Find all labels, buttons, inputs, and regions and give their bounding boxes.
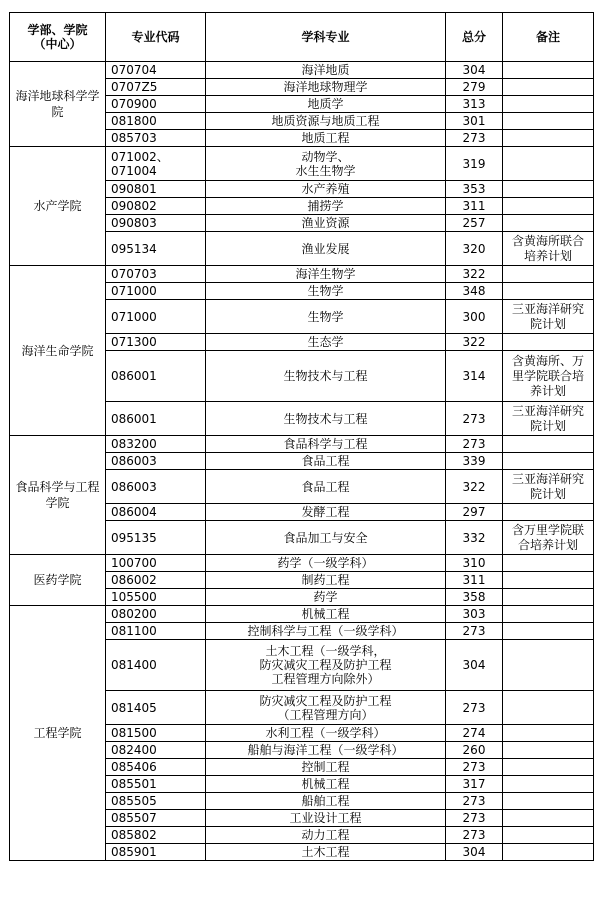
total-score-cell: 348 bbox=[446, 283, 503, 300]
major-name-cell: 工业设计工程 bbox=[206, 810, 446, 827]
total-score-cell: 358 bbox=[446, 589, 503, 606]
major-name-cell: 控制工程 bbox=[206, 759, 446, 776]
major-name-cell: 船舶与海洋工程（一级学科） bbox=[206, 742, 446, 759]
major-code-cell: 086001 bbox=[106, 402, 206, 436]
major-name-cell: 食品科学与工程 bbox=[206, 436, 446, 453]
remark-cell bbox=[503, 62, 594, 79]
major-code-cell: 081405 bbox=[106, 691, 206, 725]
major-name-cell: 制药工程 bbox=[206, 572, 446, 589]
remark-cell: 三亚海洋研究 院计划 bbox=[503, 470, 594, 504]
remark-cell bbox=[503, 759, 594, 776]
remark-cell bbox=[503, 793, 594, 810]
total-score-cell: 273 bbox=[446, 130, 503, 147]
major-name-cell: 地质工程 bbox=[206, 130, 446, 147]
major-name-cell: 生物学 bbox=[206, 300, 446, 334]
major-code-cell: 083200 bbox=[106, 436, 206, 453]
remark-cell bbox=[503, 725, 594, 742]
remark-cell bbox=[503, 266, 594, 283]
major-code-cell: 085406 bbox=[106, 759, 206, 776]
total-score-cell: 273 bbox=[446, 810, 503, 827]
major-code-cell: 085703 bbox=[106, 130, 206, 147]
remark-cell bbox=[503, 810, 594, 827]
major-name-cell: 水产养殖 bbox=[206, 181, 446, 198]
table-body bbox=[10, 62, 594, 861]
major-name-cell: 海洋地质 bbox=[206, 62, 446, 79]
total-score-cell: 274 bbox=[446, 725, 503, 742]
major-code-cell: 070900 bbox=[106, 96, 206, 113]
total-score-cell: 301 bbox=[446, 113, 503, 130]
total-score-cell: 279 bbox=[446, 79, 503, 96]
major-code-cell: 081500 bbox=[106, 725, 206, 742]
major-code-cell: 086001 bbox=[106, 351, 206, 402]
dept-cell: 食品科学与工程学院 bbox=[10, 436, 106, 555]
table-row bbox=[10, 266, 594, 283]
major-name-cell: 生物学 bbox=[206, 283, 446, 300]
major-code-cell: 095134 bbox=[106, 232, 206, 266]
total-score-cell: 273 bbox=[446, 759, 503, 776]
remark-cell bbox=[503, 555, 594, 572]
major-name-cell: 机械工程 bbox=[206, 606, 446, 623]
major-code-cell: 085901 bbox=[106, 844, 206, 861]
total-score-cell: 319 bbox=[446, 147, 503, 181]
major-code-cell: 086003 bbox=[106, 453, 206, 470]
major-code-cell: 090801 bbox=[106, 181, 206, 198]
remark-cell bbox=[503, 215, 594, 232]
header-major: 学科专业 bbox=[206, 13, 446, 62]
major-name-cell: 药学 bbox=[206, 589, 446, 606]
table-header-row bbox=[10, 13, 594, 62]
total-score-cell: 322 bbox=[446, 266, 503, 283]
major-name-cell: 动力工程 bbox=[206, 827, 446, 844]
major-name-cell: 生态学 bbox=[206, 334, 446, 351]
major-name-cell: 渔业发展 bbox=[206, 232, 446, 266]
major-name-cell: 控制科学与工程（一级学科） bbox=[206, 623, 446, 640]
major-name-cell: 捕捞学 bbox=[206, 198, 446, 215]
remark-cell bbox=[503, 691, 594, 725]
major-code-cell: 085507 bbox=[106, 810, 206, 827]
major-name-cell: 水利工程（一级学科） bbox=[206, 725, 446, 742]
header-dept: 学部、学院 （中心） bbox=[10, 13, 106, 62]
total-score-cell: 273 bbox=[446, 436, 503, 453]
total-score-cell: 297 bbox=[446, 504, 503, 521]
remark-cell bbox=[503, 589, 594, 606]
major-code-cell: 070704 bbox=[106, 62, 206, 79]
remark-cell bbox=[503, 742, 594, 759]
major-name-cell: 船舶工程 bbox=[206, 793, 446, 810]
remark-cell bbox=[503, 79, 594, 96]
header-score: 总分 bbox=[446, 13, 503, 62]
total-score-cell: 304 bbox=[446, 844, 503, 861]
major-name-cell: 生物技术与工程 bbox=[206, 402, 446, 436]
major-code-cell: 081100 bbox=[106, 623, 206, 640]
remark-cell bbox=[503, 453, 594, 470]
major-code-cell: 071300 bbox=[106, 334, 206, 351]
major-code-cell: 085802 bbox=[106, 827, 206, 844]
remark-cell bbox=[503, 640, 594, 691]
remark-cell bbox=[503, 181, 594, 198]
total-score-cell: 304 bbox=[446, 640, 503, 691]
total-score-cell: 322 bbox=[446, 470, 503, 504]
total-score-cell: 260 bbox=[446, 742, 503, 759]
score-table-container bbox=[9, 12, 594, 861]
total-score-cell: 353 bbox=[446, 181, 503, 198]
dept-cell: 水产学院 bbox=[10, 147, 106, 266]
total-score-cell: 273 bbox=[446, 827, 503, 844]
remark-cell: 含万里学院联 合培养计划 bbox=[503, 521, 594, 555]
major-code-cell: 082400 bbox=[106, 742, 206, 759]
total-score-cell: 257 bbox=[446, 215, 503, 232]
total-score-cell: 339 bbox=[446, 453, 503, 470]
major-code-cell: 100700 bbox=[106, 555, 206, 572]
major-name-cell: 地质资源与地质工程 bbox=[206, 113, 446, 130]
remark-cell bbox=[503, 147, 594, 181]
remark-cell bbox=[503, 334, 594, 351]
total-score-cell: 320 bbox=[446, 232, 503, 266]
major-name-cell: 药学（一级学科） bbox=[206, 555, 446, 572]
total-score-cell: 311 bbox=[446, 572, 503, 589]
remark-cell bbox=[503, 436, 594, 453]
remark-cell: 三亚海洋研究 院计划 bbox=[503, 402, 594, 436]
major-code-cell: 090803 bbox=[106, 215, 206, 232]
table-row bbox=[10, 62, 594, 79]
remark-cell bbox=[503, 96, 594, 113]
major-name-cell: 食品加工与安全 bbox=[206, 521, 446, 555]
major-code-cell: 0707Z5 bbox=[106, 79, 206, 96]
remark-cell: 含黄海所、万 里学院联合培 养计划 bbox=[503, 351, 594, 402]
major-name-cell: 渔业资源 bbox=[206, 215, 446, 232]
total-score-cell: 310 bbox=[446, 555, 503, 572]
major-code-cell: 105500 bbox=[106, 589, 206, 606]
major-code-cell: 071000 bbox=[106, 283, 206, 300]
table-row bbox=[10, 555, 594, 572]
major-name-cell: 机械工程 bbox=[206, 776, 446, 793]
dept-cell: 医药学院 bbox=[10, 555, 106, 606]
table-row bbox=[10, 436, 594, 453]
major-code-cell: 085505 bbox=[106, 793, 206, 810]
major-name-cell: 土木工程 bbox=[206, 844, 446, 861]
remark-cell: 含黄海所联合 培养计划 bbox=[503, 232, 594, 266]
major-name-cell: 食品工程 bbox=[206, 470, 446, 504]
total-score-cell: 273 bbox=[446, 793, 503, 810]
dept-cell: 海洋地球科学学院 bbox=[10, 62, 106, 147]
total-score-cell: 317 bbox=[446, 776, 503, 793]
major-code-cell: 081800 bbox=[106, 113, 206, 130]
remark-cell bbox=[503, 130, 594, 147]
total-score-cell: 300 bbox=[446, 300, 503, 334]
major-name-cell: 发酵工程 bbox=[206, 504, 446, 521]
major-code-cell: 095135 bbox=[106, 521, 206, 555]
header-code: 专业代码 bbox=[106, 13, 206, 62]
major-code-cell: 080200 bbox=[106, 606, 206, 623]
remark-cell bbox=[503, 606, 594, 623]
major-name-cell: 海洋地球物理学 bbox=[206, 79, 446, 96]
major-name-cell: 防灾减灾工程及防护工程 （工程管理方向） bbox=[206, 691, 446, 725]
remark-cell bbox=[503, 198, 594, 215]
total-score-cell: 303 bbox=[446, 606, 503, 623]
remark-cell bbox=[503, 776, 594, 793]
major-code-cell: 071000 bbox=[106, 300, 206, 334]
dept-cell: 海洋生命学院 bbox=[10, 266, 106, 436]
table-row bbox=[10, 147, 594, 181]
remark-cell bbox=[503, 572, 594, 589]
remark-cell bbox=[503, 113, 594, 130]
total-score-cell: 273 bbox=[446, 623, 503, 640]
total-score-cell: 304 bbox=[446, 62, 503, 79]
total-score-cell: 332 bbox=[446, 521, 503, 555]
remark-cell bbox=[503, 827, 594, 844]
total-score-cell: 273 bbox=[446, 402, 503, 436]
major-code-cell: 085501 bbox=[106, 776, 206, 793]
dept-cell: 工程学院 bbox=[10, 606, 106, 861]
table-row bbox=[10, 606, 594, 623]
total-score-cell: 322 bbox=[446, 334, 503, 351]
remark-cell bbox=[503, 844, 594, 861]
major-code-cell: 086002 bbox=[106, 572, 206, 589]
total-score-cell: 314 bbox=[446, 351, 503, 402]
remark-cell bbox=[503, 504, 594, 521]
major-code-cell: 090802 bbox=[106, 198, 206, 215]
major-code-cell: 086003 bbox=[106, 470, 206, 504]
major-name-cell: 地质学 bbox=[206, 96, 446, 113]
total-score-cell: 273 bbox=[446, 691, 503, 725]
major-name-cell: 生物技术与工程 bbox=[206, 351, 446, 402]
major-code-cell: 070703 bbox=[106, 266, 206, 283]
major-code-cell: 081400 bbox=[106, 640, 206, 691]
score-table bbox=[9, 12, 594, 861]
total-score-cell: 313 bbox=[446, 96, 503, 113]
major-name-cell: 土木工程（一级学科， 防灾减灾工程及防护工程 工程管理方向除外） bbox=[206, 640, 446, 691]
total-score-cell: 311 bbox=[446, 198, 503, 215]
header-note: 备注 bbox=[503, 13, 594, 62]
major-name-cell: 食品工程 bbox=[206, 453, 446, 470]
major-name-cell: 动物学、 水生生物学 bbox=[206, 147, 446, 181]
major-name-cell: 海洋生物学 bbox=[206, 266, 446, 283]
remark-cell bbox=[503, 283, 594, 300]
major-code-cell: 071002、 071004 bbox=[106, 147, 206, 181]
remark-cell bbox=[503, 623, 594, 640]
major-code-cell: 086004 bbox=[106, 504, 206, 521]
remark-cell: 三亚海洋研究 院计划 bbox=[503, 300, 594, 334]
